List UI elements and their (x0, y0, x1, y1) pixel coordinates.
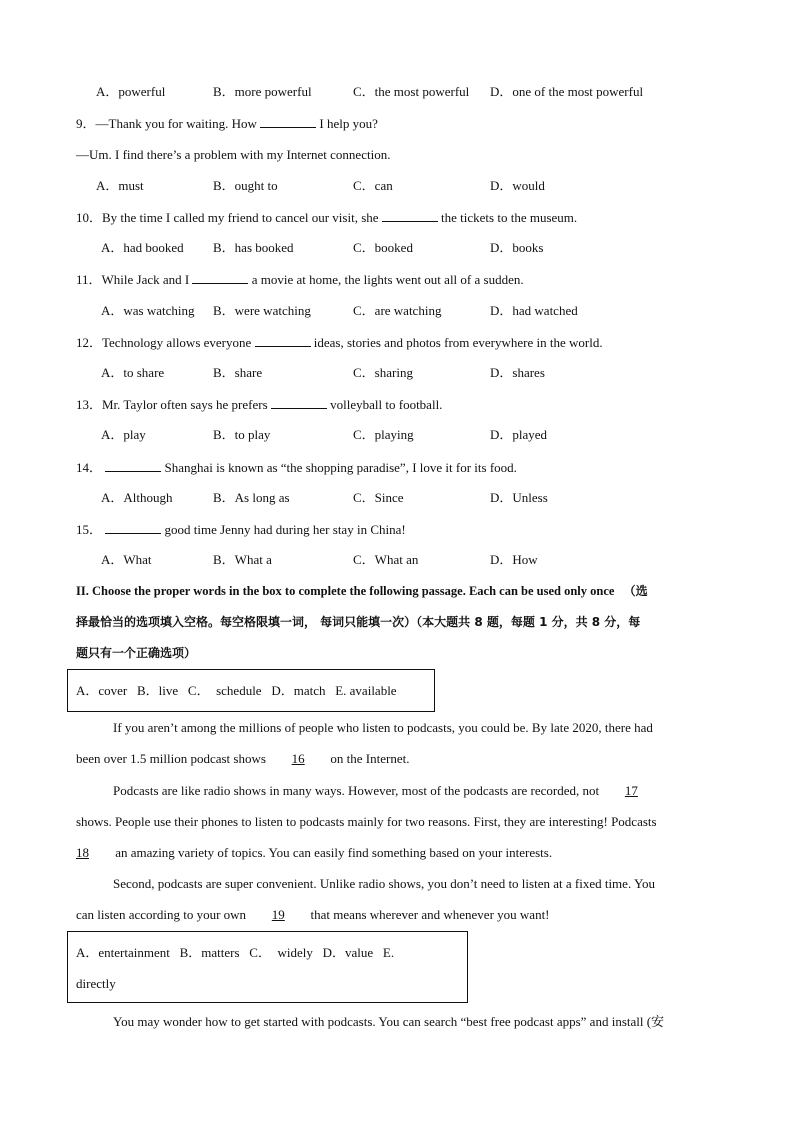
q9-option-d: D．would (490, 178, 545, 193)
passage-p3-line2-a: can listen according to your own (76, 907, 247, 922)
q10-option-c: C．booked (353, 240, 413, 255)
q14-option-b: B．As long as (213, 490, 290, 505)
section2-heading-cn-2: 择最恰当的选项填入空格。每空格限填一词， 每词只能填一次）（本大题共 8 题，每题 1 分，共 8 分，每 (76, 615, 641, 629)
q10-option-d: D．books (490, 240, 544, 255)
q14-blank (105, 459, 161, 472)
q10-stem (76, 209, 577, 226)
q9-stem-a: 9．—Thank you for waiting. How (76, 116, 257, 131)
q9-reply: —Um. I find there’s a problem with my Internet connection. (76, 147, 391, 162)
passage-p3-line1: Second, podcasts are super convenient. Unlike radio shows, you don’t need to listen at a fixed time. You (113, 876, 656, 891)
passage-p2-line3 (76, 845, 552, 861)
passage-p3-line2 (76, 907, 550, 923)
q15-option-b: B．What a (213, 552, 272, 567)
q14-option-c: C．Since (353, 490, 404, 505)
q10-stem-a: 10．By the time I called my friend to cancel our visit, she (76, 210, 379, 225)
q9-option-a: A．must (96, 178, 144, 193)
word-box-2-line2: directly (76, 976, 116, 991)
q15-stem-a: 15． (76, 522, 103, 537)
passage-p1-line1: If you aren’t among the millions of people who listen to podcasts, you could be. By late 2020, there had (113, 720, 653, 735)
q12-option-b: B．share (213, 365, 263, 380)
q12-option-d: D．shares (490, 365, 545, 380)
q11-option-b: B．were watching (213, 303, 311, 318)
q14-option-d: D．Unless (490, 490, 548, 505)
word-box-1 (67, 669, 435, 712)
blank-16: 16 (291, 751, 305, 766)
q10-stem-b: the tickets to the museum. (441, 210, 578, 225)
q13-option-d: D．played (490, 427, 548, 442)
q13-stem-a: 13．Mr. Taylor often says he prefers (76, 397, 268, 412)
q9-option-b: B．ought to (213, 178, 278, 193)
q14-stem-b: Shanghai is known as “the shopping paradise”, I love it for its food. (164, 460, 517, 475)
q14-stem-a: 14． (76, 460, 103, 475)
q13-option-a: A．play (101, 427, 146, 442)
q15-option-a: A．What (101, 552, 152, 567)
q8-option-b: B．more powerful (213, 84, 312, 99)
q11-stem-b: a movie at home, the lights went out all of a sudden. (251, 272, 524, 287)
q15-blank (105, 521, 161, 534)
q9-blank (260, 115, 316, 128)
q10-option-a: A．had booked (101, 240, 184, 255)
blank-19: 19 (271, 907, 285, 922)
section2-heading-cn-1: （选 (623, 584, 648, 598)
passage-p1-line2 (76, 751, 409, 767)
q15-option-c: C．What an (353, 552, 419, 567)
q12-option-a: A．to share (101, 365, 165, 380)
q13-blank (271, 396, 327, 409)
passage-p1-line2-a: been over 1.5 million podcast shows (76, 751, 266, 766)
word-box-1-text: A．cover B．live C． schedule D．match E. available (76, 683, 397, 698)
q15-option-d: D．How (490, 552, 538, 567)
section2-heading-en: II. Choose the proper words in the box to complete the following passage. Each can be used only once (76, 584, 615, 598)
q13-stem (76, 396, 442, 413)
passage-p4-line1: You may wonder how to get started with podcasts. You can search “best free podcast apps” and install (安 (113, 1014, 665, 1029)
passage-p2-line3-b: an amazing variety of topics. You can easily find something based on your interests. (115, 845, 553, 860)
q14-option-a: A．Although (101, 490, 173, 505)
blank-17: 17 (624, 783, 638, 798)
passage-p2-line1 (113, 783, 654, 799)
q8-option-a: A．powerful (96, 84, 166, 99)
q11-option-c: C．are watching (353, 303, 442, 318)
q13-stem-b: volleyball to football. (330, 397, 443, 412)
q9-stem (76, 115, 378, 132)
q11-stem-a: 11．While Jack and I (76, 272, 190, 287)
q13-option-c: C．playing (353, 427, 414, 442)
section2-heading (76, 583, 648, 599)
q15-stem (76, 521, 406, 538)
passage-p1-line2-b: on the Internet. (330, 751, 410, 766)
q11-option-d: D．had watched (490, 303, 578, 318)
q11-option-a: A．was watching (101, 303, 195, 318)
q10-option-b: B．has booked (213, 240, 294, 255)
q11-blank (192, 271, 248, 284)
q13-option-b: B．to play (213, 427, 271, 442)
q9-option-c: C．can (353, 178, 393, 193)
q15-stem-b: good time Jenny had during her stay in China! (164, 522, 406, 537)
q9-stem-b: I help you? (319, 116, 378, 131)
q11-stem (76, 271, 524, 288)
q14-stem (76, 459, 517, 476)
word-box-2 (67, 931, 468, 1003)
q12-stem (76, 334, 603, 351)
blank-18: 18 (76, 845, 89, 860)
passage-p2-line1-a: Podcasts are like radio shows in many ways. However, most of the podcasts are recorded, not (113, 783, 600, 798)
q12-stem-b: ideas, stories and photos from everywhere in the world. (313, 335, 603, 350)
q12-option-c: C．sharing (353, 365, 413, 380)
q12-stem-a: 12．Technology allows everyone (76, 335, 252, 350)
passage-p2-line2: shows. People use their phones to listen to podcasts mainly for two reasons. First, they are interesting! Podcasts (76, 814, 657, 829)
q10-blank (382, 209, 438, 222)
section2-heading-cn-3: 题只有一个正确选项） (76, 646, 197, 660)
word-box-2-line1: A．entertainment B．matters C． widely D．value E. (76, 945, 395, 960)
q12-blank (255, 334, 311, 347)
q8-option-d: D．one of the most powerful (490, 84, 644, 99)
passage-p3-line2-b: that means wherever and whenever you want! (310, 907, 550, 922)
q8-option-c: C．the most powerful (353, 84, 470, 99)
